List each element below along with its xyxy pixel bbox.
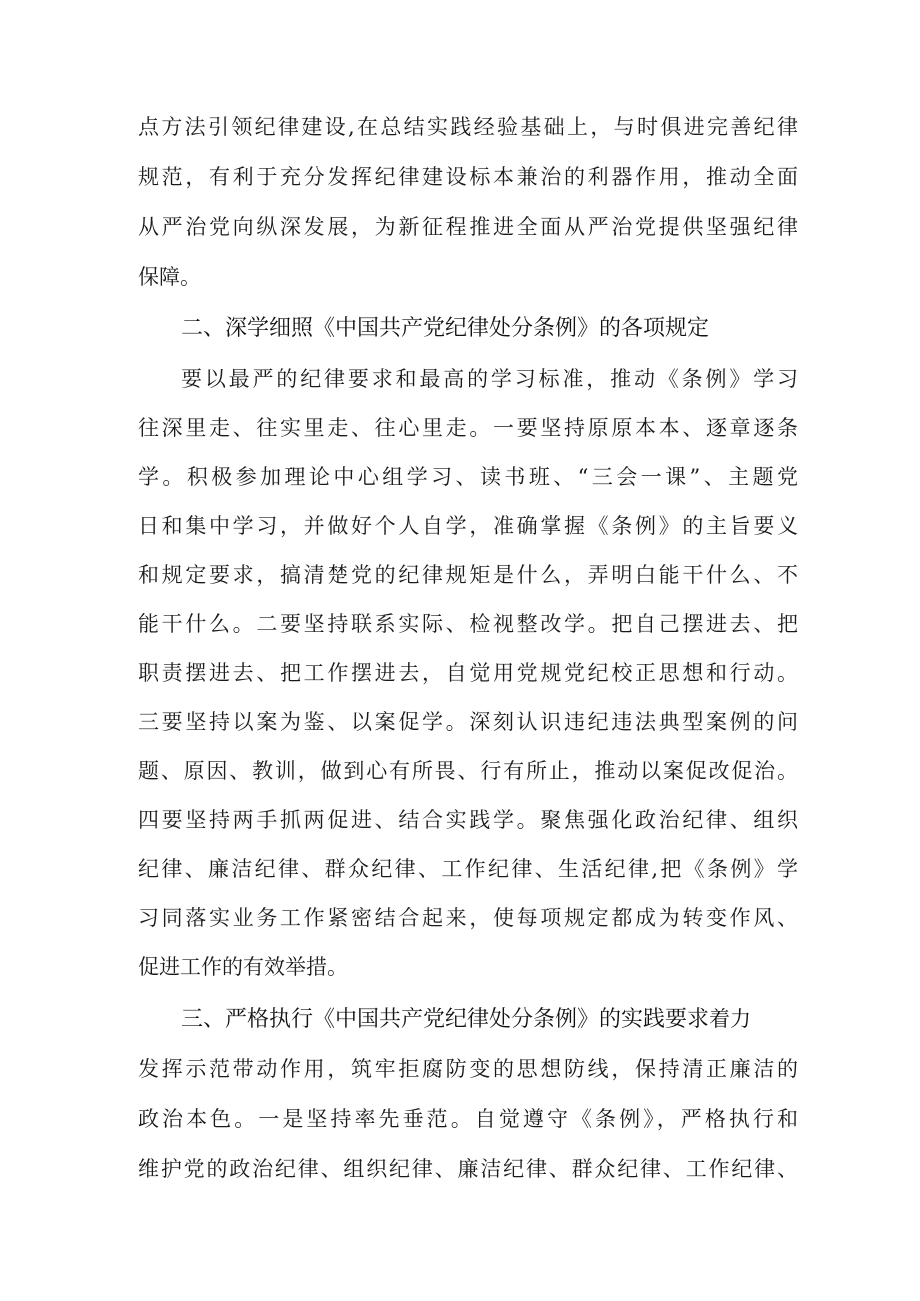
section-two-line-6: 能干什么。二要坚持联系实际、检视整改学。把自己摆进去、把 [138,612,798,636]
section-two-line-1: 要以最严的纪律要求和最高的学习标准，推动《条例》学习 [181,367,798,391]
section-three-heading-line [181,1000,798,1038]
section-three-heading: 三、严格执行《中国共产党纪律处分条例》的实践要求 [181,1007,710,1032]
section-two-line-5: 和规定要求，搞清楚党的纪律规矩是什么，弄明白能干什么、不 [138,563,798,587]
section-two-line-13: 促进工作的有效举措。 [138,955,348,979]
section-three-heading-tail: 着力 [709,1007,752,1031]
section-three-line-1: 发挥示范带动作用，筑牢拒腐防变的思想防线，保持清正廉洁的 [138,1057,798,1081]
intro-line-4: 保障。 [138,265,201,289]
section-two-line-9: 题、原因、教训，做到心有所畏、行有所止，推动以案促改促治。 [138,759,798,783]
intro-line-1: 点方法引领纪律建设,在总结实践经验基础上，与时俱进完善纪律 [138,115,798,139]
intro-line-3: 从严治党向纵深发展，为新征程推进全面从严治党提供坚强纪律 [138,215,798,239]
section-two-heading: 二、深学细照《中国共产党纪律处分条例》的各项规定 [181,316,710,341]
section-two-line-12: 习同落实业务工作紧密结合起来，使每项规定都成为转变作风、 [138,906,798,930]
section-two-line-11: 纪律、廉洁纪律、群众纪律、工作纪律、生活纪律,把《条例》学 [138,857,798,881]
intro-line-2: 规范，有利于充分发挥纪律建设标本兼治的利器作用，推动全面 [138,165,798,189]
section-two-line-4: 日和集中学习，并做好个人自学，准确掌握《条例》的主旨要义 [138,514,798,538]
section-two-line-10: 四要坚持两手抓两促进、结合实践学。聚焦强化政治纪律、组织 [138,808,798,832]
section-three-line-2: 政治本色。一是坚持率先垂范。自觉遵守《条例》，严格执行和 [138,1107,798,1131]
section-three-line-3: 维护党的政治纪律、组织纪律、廉洁纪律、群众纪律、工作纪律、 [138,1157,798,1181]
section-two-line-2: 往深里走、往实里走、往心里走。一要坚持原原本本、逐章逐条 [138,416,798,440]
section-two-line-8: 三要坚持以案为鉴、以案促学。深刻认识违纪违法典型案例的问 [138,710,798,734]
section-two-line-7: 职责摆进去、把工作摆进去，自觉用党规党纪校正思想和行动。 [138,661,798,685]
section-two-line-3: 学。积极参加理论中心组学习、读书班、“三会一课”、主题党 [138,465,798,489]
